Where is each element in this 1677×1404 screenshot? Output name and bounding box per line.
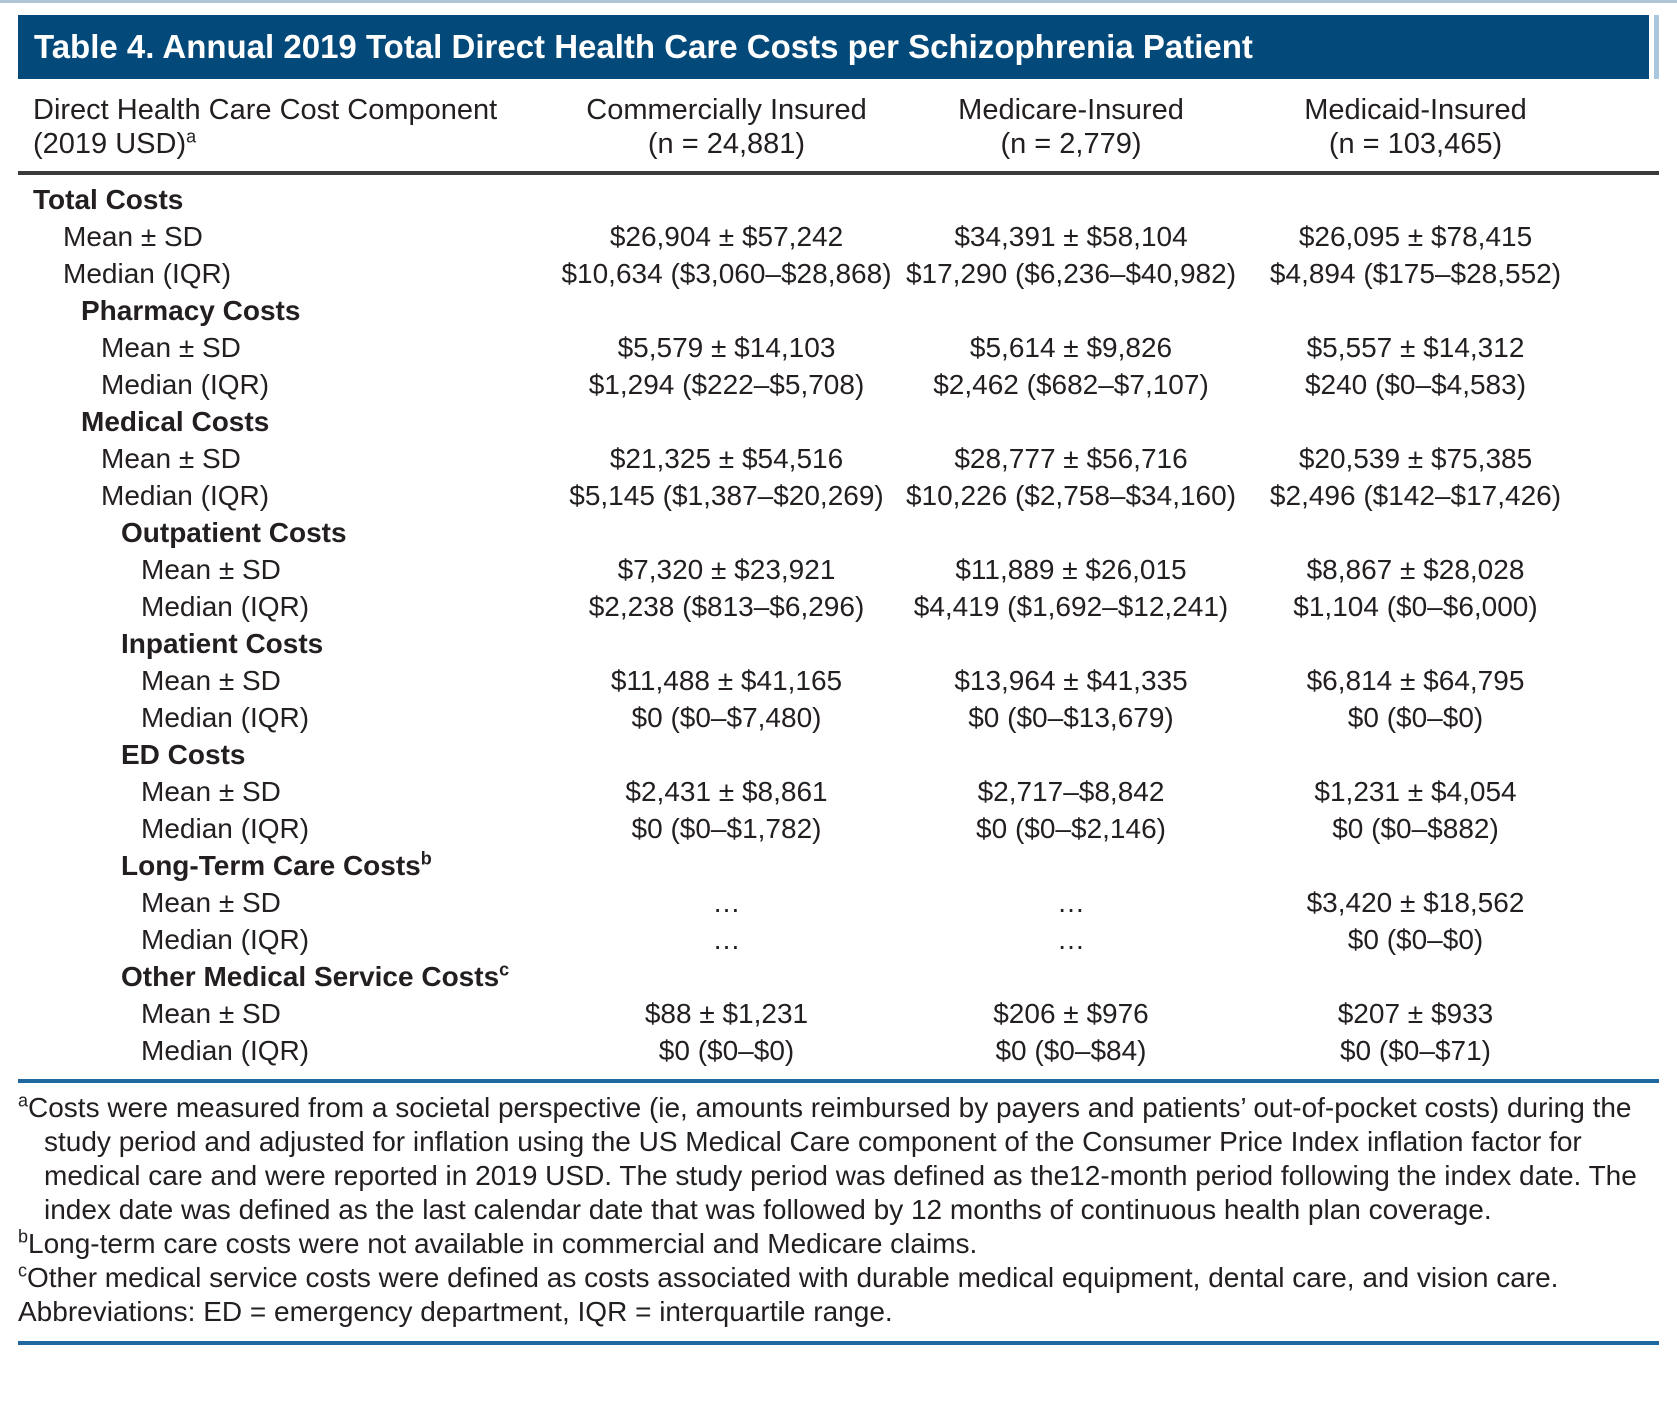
row-filler: [1584, 255, 1659, 292]
row-value: $0 ($0–$84): [995, 1035, 1147, 1066]
row-value: $21,325 ± $54,516: [609, 443, 844, 474]
row-value: $26,904 ± $57,242: [609, 221, 844, 252]
row-filler: [1584, 440, 1659, 477]
table-row: [18, 884, 1659, 921]
row-filler: [1584, 588, 1659, 625]
row-label: Total Costs: [33, 184, 184, 215]
row-value: $4,894 ($175–$28,552): [1269, 258, 1562, 289]
table-row: [18, 514, 1659, 551]
row-filler: [1584, 329, 1659, 366]
footnote-marker-c: c: [499, 959, 510, 980]
row-label: Median (IQR): [141, 813, 310, 844]
row-value: $2,462 ($682–$7,107): [933, 369, 1209, 400]
footnote-text: Other medical service costs were defined as costs associated with durable medical equipment, dental care, and vision care.: [27, 1262, 1559, 1293]
row-value: $2,431 ± $8,861: [625, 776, 828, 807]
table-row: [18, 995, 1659, 1032]
row-value: [1247, 403, 1584, 440]
column-header-cost-component: [18, 81, 558, 173]
column-header-line2: (n = 24,881): [647, 128, 806, 160]
row-value: $2,238 ($813–$6,296): [588, 591, 865, 622]
row-value: $11,488 ± $41,165: [610, 665, 843, 696]
table-row: [18, 921, 1659, 958]
row-filler: [1584, 625, 1659, 662]
row-label: Mean ± SD: [141, 554, 281, 585]
row-filler: [1584, 662, 1659, 699]
row-filler: [1584, 847, 1659, 884]
row-value: $0 ($0–$7,480): [631, 702, 822, 733]
row-value: $4,419 ($1,692–$12,241): [913, 591, 1229, 622]
table-title-row: [18, 15, 1659, 79]
row-value: [895, 292, 1247, 329]
row-value: [558, 514, 895, 551]
header-filler: [1584, 81, 1659, 173]
row-value: [895, 847, 1247, 884]
row-label: ED Costs: [121, 739, 246, 770]
row-value: $5,557 ± $14,312: [1306, 332, 1525, 363]
row-value: [558, 847, 895, 884]
row-value: $6,814 ± $64,795: [1306, 665, 1525, 696]
row-value: $34,391 ± $58,104: [954, 221, 1188, 252]
cost-table-body: [18, 173, 1659, 1069]
row-value: $5,614 ± $9,826: [969, 332, 1173, 363]
abbreviations-note: [18, 1295, 1659, 1329]
row-value: [1247, 736, 1584, 773]
column-header-line2: (2019 USD)$^a$: [33, 126, 197, 160]
row-filler: [1584, 1032, 1659, 1069]
footnote-c: [18, 1261, 1659, 1295]
row-value: $2,496 ($142–$17,426): [1269, 480, 1562, 511]
row-value: $10,226 ($2,758–$34,160): [905, 480, 1237, 511]
row-label: Median (IQR): [141, 591, 310, 622]
footnote-text: Abbreviations: ED = emergency department, IQR = interquartile range.: [18, 1296, 893, 1327]
row-value: $20,539 ± $75,385: [1298, 443, 1533, 474]
row-value: [1247, 292, 1584, 329]
table-row: [18, 292, 1659, 329]
row-filler: [1584, 218, 1659, 255]
table-row: [18, 958, 1659, 995]
top-rule: [0, 0, 1677, 3]
row-filler: [1584, 958, 1659, 995]
row-value: $0 ($0–$2,146): [976, 813, 1166, 844]
row-value: $0 ($0–$0): [1347, 702, 1484, 733]
row-filler: [1584, 292, 1659, 329]
row-value: [1247, 625, 1584, 662]
row-value: $7,320 ± $23,921: [617, 554, 836, 585]
row-value: [895, 958, 1247, 995]
cost-table-header: [18, 81, 1659, 173]
column-header-line2: (n = 103,465): [1328, 128, 1503, 160]
row-filler: [1584, 736, 1659, 773]
row-value: $207 ± $933: [1337, 998, 1494, 1029]
table-row: [18, 662, 1659, 699]
row-value: $8,867 ± $28,028: [1306, 554, 1525, 585]
row-value: $0 ($0–$0): [1347, 924, 1484, 955]
table-row: [18, 1032, 1659, 1069]
row-value: [895, 514, 1247, 551]
row-label: Mean ± SD: [101, 332, 241, 363]
row-value: [895, 625, 1247, 662]
table-row: [18, 366, 1659, 403]
row-value: $17,290 ($6,236–$40,982): [905, 258, 1237, 289]
row-value: $1,231 ± $4,054: [1314, 776, 1517, 807]
row-filler: [1584, 366, 1659, 403]
footnote-text: Costs were measured from a societal perspective (ie, amounts reimbursed by payers and patients’ out-of-pocket costs) during the study period and adjusted for inflation using the US Medical Care component of the Consumer Price Index inflation factor for medical care and were reported in 2019 USD. The study period was defined as the12-month period following the index date. The index date was defined as the last calendar date that was followed by 12 months of continuous health plan coverage.: [28, 1092, 1637, 1225]
table-row: [18, 173, 1659, 218]
row-value: $0 ($0–$71): [1339, 1035, 1491, 1066]
bottom-rule: [18, 1341, 1659, 1345]
row-value: $28,777 ± $56,716: [954, 443, 1188, 474]
row-value: $5,145 ($1,387–$20,269): [569, 480, 884, 511]
row-value: [895, 403, 1247, 440]
row-label: Inpatient Costs: [121, 628, 324, 659]
table-row: [18, 810, 1659, 847]
row-label: Mean ± SD: [63, 221, 203, 252]
column-header-commercial: [558, 81, 895, 173]
table-row: [18, 588, 1659, 625]
row-value: $0 ($0–$0): [658, 1035, 795, 1066]
footnote-marker-a: a: [18, 1090, 29, 1111]
row-value: $1,294 ($222–$5,708): [588, 369, 865, 400]
footnote-a: [18, 1091, 1659, 1227]
row-label: Mean ± SD: [141, 887, 281, 918]
row-filler: [1584, 514, 1659, 551]
table-title-bar: [18, 15, 1649, 79]
row-label: Mean ± SD: [141, 665, 281, 696]
footnote-marker-a: a: [186, 126, 197, 147]
row-value: [558, 736, 895, 773]
table-row: [18, 255, 1659, 292]
row-filler: [1584, 921, 1659, 958]
column-header-line1: Commercially Insured: [586, 94, 867, 126]
table-row: [18, 477, 1659, 514]
row-filler: [1584, 810, 1659, 847]
footnote-marker-b: b: [420, 848, 432, 869]
table-title: Table 4. Annual 2019 Total Direct Health Care Costs per Schizophrenia Patient: [34, 28, 1253, 65]
row-label: Median (IQR): [101, 369, 270, 400]
row-filler: [1584, 884, 1659, 921]
row-value: $13,964 ± $41,335: [954, 665, 1188, 696]
title-edge-accent: [1654, 15, 1659, 79]
row-value: $206 ± $976: [993, 998, 1149, 1029]
row-value: $5,579 ± $14,103: [617, 332, 836, 363]
row-value: [558, 958, 895, 995]
row-value: [1247, 514, 1584, 551]
row-value: [1247, 847, 1584, 884]
row-label: Median (IQR): [141, 702, 310, 733]
column-header-medicare: [895, 81, 1247, 173]
row-filler: [1584, 551, 1659, 588]
row-value: $240 ($0–$4,583): [1304, 369, 1527, 400]
footnotes: [18, 1091, 1659, 1329]
row-value: …: [712, 887, 741, 918]
header-row: [18, 81, 1659, 173]
table-row: [18, 773, 1659, 810]
row-filler: [1584, 699, 1659, 736]
row-value: $11,889 ± $26,015: [955, 554, 1187, 585]
row-value: $3,420 ± $18,562: [1306, 887, 1525, 918]
row-value: $0 ($0–$882): [1332, 813, 1499, 844]
table-row: [18, 440, 1659, 477]
column-header-medicaid: [1247, 81, 1584, 173]
row-value: [558, 403, 895, 440]
row-label: Medical Costs: [81, 406, 270, 437]
row-value: …: [1057, 887, 1085, 918]
row-value: [895, 173, 1247, 218]
row-label: Median (IQR): [101, 480, 270, 511]
column-header-line2: (n = 2,779): [1000, 128, 1142, 160]
row-value: …: [1057, 924, 1085, 955]
table-row: [18, 625, 1659, 662]
table-row: [18, 218, 1659, 255]
row-label: Median (IQR): [141, 924, 310, 955]
table-row: [18, 736, 1659, 773]
column-header-line1: Medicare-Insured: [958, 94, 1184, 126]
footnote-b: [18, 1227, 1659, 1261]
row-value: [558, 625, 895, 662]
row-value: $88 ± $1,231: [644, 998, 809, 1029]
table-row: [18, 847, 1659, 884]
row-value: [1247, 173, 1584, 218]
table-row: [18, 403, 1659, 440]
row-value: $0 ($0–$1,782): [631, 813, 822, 844]
row-value: [895, 736, 1247, 773]
table-row: [18, 329, 1659, 366]
row-filler: [1584, 477, 1659, 514]
row-value: [1247, 958, 1584, 995]
footnote-divider-rule: [18, 1079, 1659, 1083]
row-filler: [1584, 403, 1659, 440]
row-value: $2,717–$8,842: [977, 776, 1165, 807]
row-label: Outpatient Costs: [121, 517, 347, 548]
row-value: …: [712, 924, 741, 955]
row-value: [558, 292, 895, 329]
row-value: $0 ($0–$13,679): [968, 702, 1174, 733]
table-figure: [0, 15, 1677, 1345]
footnote-text: Long-term care costs were not available in commercial and Medicare claims.: [28, 1228, 978, 1259]
row-label: Mean ± SD: [141, 998, 281, 1029]
row-label: Mean ± SD: [141, 776, 281, 807]
row-label: Other Medical Service Costs$^c$: [121, 959, 510, 992]
row-value: $26,095 ± $78,415: [1298, 221, 1533, 252]
table-row: [18, 699, 1659, 736]
cost-table: [18, 81, 1659, 1069]
footnote-marker-c: c: [18, 1260, 27, 1281]
column-header-line1: Direct Health Care Cost Component: [33, 94, 498, 126]
row-label: Median (IQR): [63, 258, 232, 289]
row-value: $10,634 ($3,060–$28,868): [561, 258, 892, 289]
row-label: Long-Term Care Costs$^b$: [121, 848, 432, 881]
column-header-line1: Medicaid-Insured: [1304, 94, 1527, 126]
row-label: Pharmacy Costs: [81, 295, 301, 326]
row-filler: [1584, 995, 1659, 1032]
row-value: [558, 173, 895, 218]
row-filler: [1584, 773, 1659, 810]
table-row: [18, 551, 1659, 588]
row-filler: [1584, 173, 1659, 218]
row-label: Median (IQR): [141, 1035, 310, 1066]
row-value: $1,104 ($0–$6,000): [1293, 591, 1538, 622]
footnote-marker-b: b: [18, 1226, 29, 1247]
row-label: Mean ± SD: [101, 443, 241, 474]
